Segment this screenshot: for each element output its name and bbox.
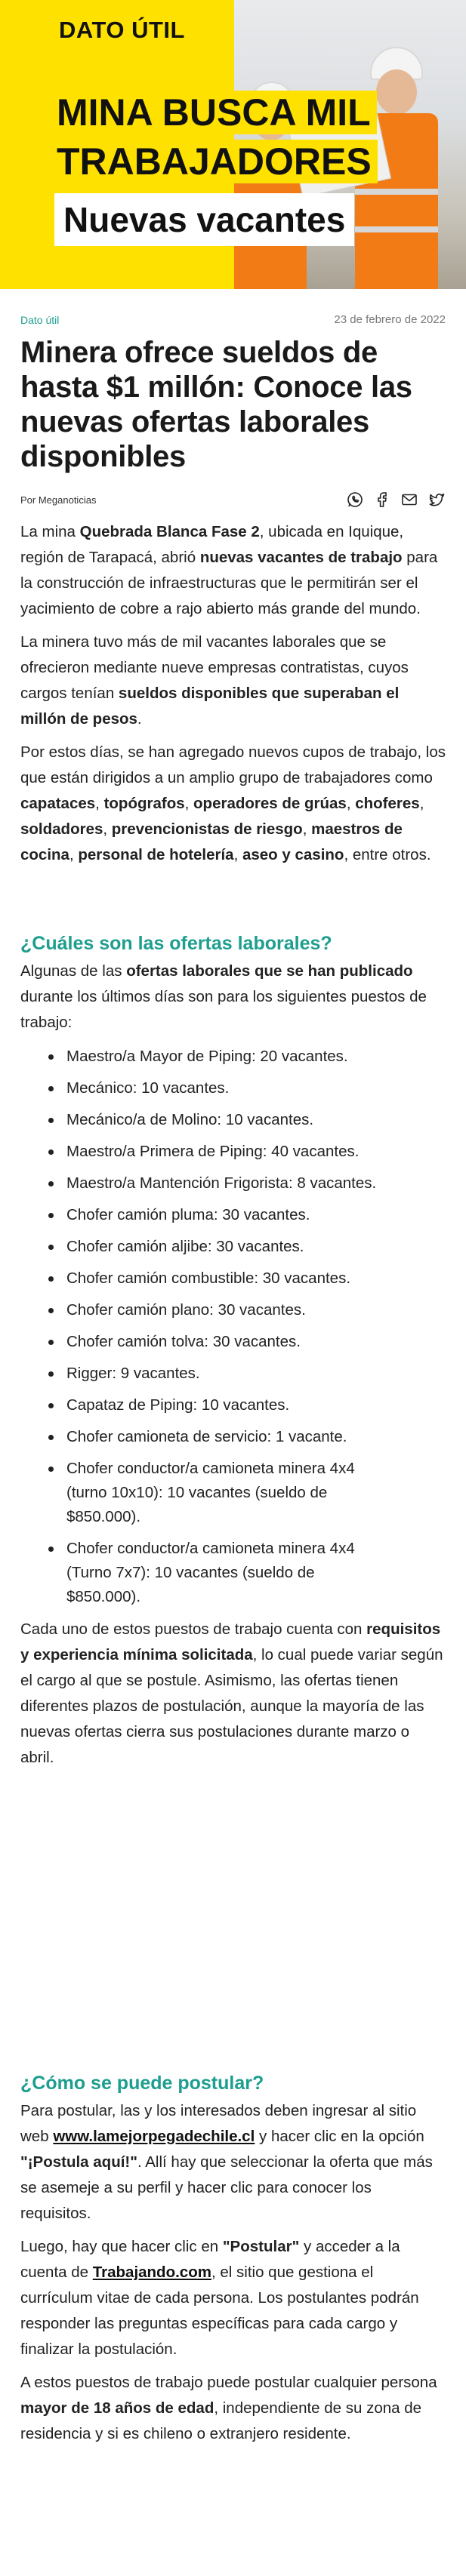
whatsapp-icon[interactable] bbox=[346, 491, 364, 509]
byline-row bbox=[20, 491, 446, 509]
job-list-item: Mecánico/a de Molino: 10 vacantes. bbox=[48, 1108, 388, 1132]
trabajando-link[interactable]: Trabajando.com bbox=[92, 2264, 211, 2281]
job-list-item: Capataz de Piping: 10 vacantes. bbox=[48, 1393, 388, 1417]
twitter-icon[interactable] bbox=[427, 491, 446, 509]
job-list-item: Chofer camión combustible: 30 vacantes. bbox=[48, 1266, 388, 1291]
section-label[interactable]: Dato útil bbox=[20, 313, 60, 326]
job-list-item: Maestro/a Mantención Frigorista: 8 vacantes. bbox=[48, 1171, 388, 1196]
offers-paragraph-2: Cada uno de estos puestos de trabajo cuenta con requisitos y experiencia mínima solicitada, lo cual puede variar según el cargo al que se postule. Asimismo, las ofertas tienen diferentes plazos de postulación, aunque la mayoría de las nuevas ofertas cierra sus postulaciones durante marzo o abril. bbox=[20, 1620, 443, 1766]
publish-date: 23 de febrero de 2022 bbox=[334, 313, 446, 326]
job-list-item: Chofer camión plano: 30 vacantes. bbox=[48, 1298, 388, 1322]
byline: Por Meganoticias bbox=[20, 494, 97, 506]
job-list-item: Maestro/a Mayor de Piping: 20 vacantes. bbox=[48, 1045, 388, 1069]
offers-paragraph-1: Algunas de las ofertas laborales que se han publicado durante los últimos días son para los siguientes puestos de trabajo: bbox=[20, 962, 427, 1031]
facebook-icon[interactable] bbox=[373, 491, 391, 509]
job-list-item: Maestro/a Primera de Piping: 40 vacantes. bbox=[48, 1140, 388, 1164]
ad-spacer bbox=[20, 1771, 446, 2067]
apply-section-title: ¿Cómo se puede postular? bbox=[20, 2073, 264, 2094]
job-list-item: Rigger: 9 vacantes. bbox=[48, 1362, 388, 1386]
job-list-item: Chofer camión tolva: 30 vacantes. bbox=[48, 1330, 388, 1354]
mail-icon[interactable] bbox=[400, 491, 418, 509]
hero-subheadline-box: Nuevas vacantes bbox=[54, 193, 354, 246]
hero-headline-line-2: TRABAJADORES bbox=[51, 140, 378, 183]
lamejorpegadechile-link[interactable]: www.lamejorpegadechile.cl bbox=[53, 2128, 255, 2145]
job-list-item: Chofer conductor/a camioneta minera 4x4 (turno 10x10): 10 vacantes (sueldo de $850.000). bbox=[48, 1457, 388, 1529]
job-list-item: Chofer camioneta de servicio: 1 vacante. bbox=[48, 1425, 388, 1449]
share-bar bbox=[346, 491, 446, 509]
intro-paragraph-2: La minera tuvo más de mil vacantes laborales que se ofrecieron mediante nueve empresas contratistas, cuyos cargos tenían sueldos disponibles que superaban el millón de pesos. bbox=[20, 633, 409, 728]
job-list bbox=[48, 1045, 446, 1609]
apply-paragraph-1: Para postular, las y los interesados deben ingresar al sitio web www.lamejorpegadechile.cl y hacer clic en la opción "¡Postula aquí!". Allí hay que seleccionar la oferta que más se asemeje a su perfil y hacer clic para conocer los requisitos. bbox=[20, 2102, 433, 2222]
article bbox=[0, 313, 466, 2447]
hero-tag: DATO ÚTIL bbox=[59, 17, 185, 43]
job-list-item: Chofer conductor/a camioneta minera 4x4 (Turno 7x7): 10 vacantes (sueldo de $850.000). bbox=[48, 1537, 388, 1609]
apply-paragraph-2: Luego, hay que hacer clic en "Postular" y acceder a la cuenta de Trabajando.com, el sitio que gestiona el currículum vitae de cada persona. Los postulantes podrán responder las preguntas específicas para cada cargo y finalizar la postulación. bbox=[20, 2238, 419, 2358]
job-list-item: Chofer camión pluma: 30 vacantes. bbox=[48, 1203, 388, 1227]
article-title: Minera ofrece sueldos de hasta $1 millón: Conoce las nuevas ofertas laborales disponibles bbox=[20, 336, 412, 473]
hero-headline-line-1: MINA BUSCA MIL bbox=[51, 91, 377, 134]
ad-spacer bbox=[20, 868, 446, 927]
hero-banner bbox=[0, 0, 466, 289]
article-meta bbox=[20, 313, 446, 326]
intro-paragraph-3: Por estos días, se han agregado nuevos cupos de trabajo, los que están dirigidos a un amplio grupo de trabajadores como capataces, topógrafos, operadores de grúas, choferes, soldadores, prevencionistas de riesgo, maestros de cocina, personal de hotelería, aseo y casino, entre otros. bbox=[20, 743, 446, 863]
offers-section-title: ¿Cuáles son las ofertas laborales? bbox=[20, 933, 332, 954]
job-list-item: Mecánico: 10 vacantes. bbox=[48, 1076, 388, 1100]
intro-paragraph-1: La mina Quebrada Blanca Fase 2, ubicada en Iquique, región de Tarapacá, abrió nuevas vacantes de trabajo para la construcción de infraestructuras que le permitirán ser el yacimiento de cobre a rajo abierto más grande del mundo. bbox=[20, 523, 438, 617]
apply-paragraph-3: A estos puestos de trabajo puede postular cualquier persona mayor de 18 años de edad, independiente de su zona de residencia y si es chileno o extranjero residente. bbox=[20, 2374, 437, 2442]
job-list-item: Chofer camión aljibe: 30 vacantes. bbox=[48, 1235, 388, 1259]
